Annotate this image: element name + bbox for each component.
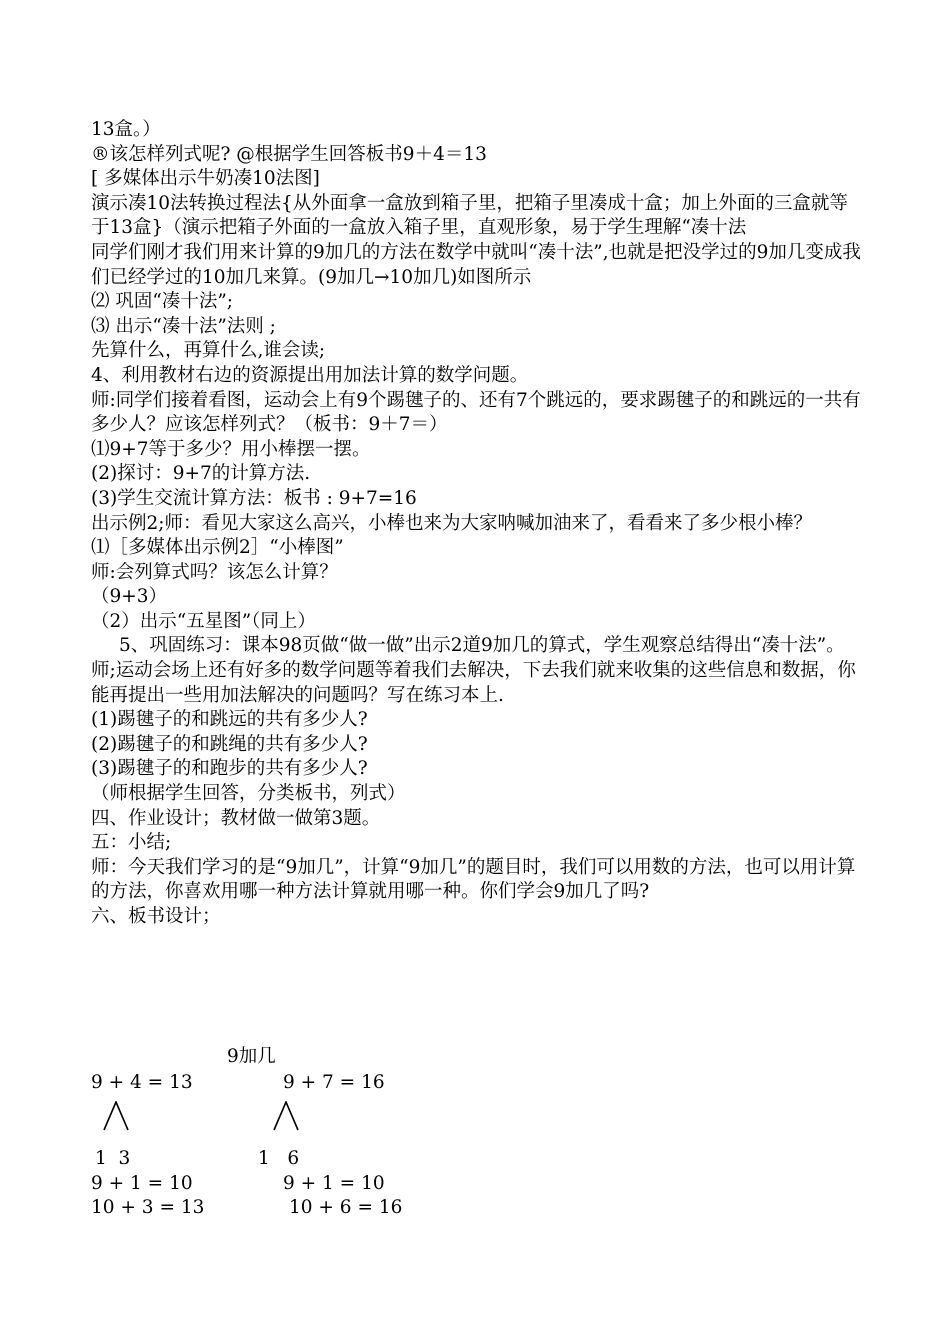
split-caret-left — [103, 1101, 129, 1131]
board-right-step2: 10 + 6 = 16 — [289, 1197, 403, 1218]
board-left-step1: 9 + 1 = 10 — [91, 1173, 193, 1194]
text-line: 4、利用教材右边的资源提出用加法计算的数学问题。 — [91, 364, 529, 386]
text-line: 演示凑10法转换过程法{从外面拿一盒放到箱子里，把箱子里凑成十盒；加上外面的三盒就等于13盒}（演示把箱子外面的一盒放入箱子里，直观形象，易于学生理解“凑十法 — [91, 192, 848, 239]
text-line: （2）出示“五星图”（同上） — [91, 610, 316, 632]
text-line: ⑴［多媒体出示例2］“小棒图” — [91, 537, 344, 559]
text-line: 师;运动会场上还有好多的数学问题等着我们去解决，下去我们就来收集的这些信息和数据，你能再提出一些用加法解决的问题吗？写在练习本上. — [91, 660, 856, 706]
text-line: [ 多媒体出示牛奶凑10法图] — [91, 168, 320, 190]
text-line: （9+3） — [91, 586, 168, 608]
text-line: ®该怎样列式呢? @根据学生回答板书9＋4＝13 — [91, 143, 487, 165]
board-right-split: 1 6 — [258, 1148, 300, 1169]
text-line: 13盒。） — [91, 119, 161, 140]
text-line: (1)踢毽子的和跳远的共有多少人? — [91, 709, 368, 731]
text-line: ⑵ 巩固“凑十法”; — [91, 291, 234, 313]
text-line: 5、巩固练习：课本98页做“做一做”出示2道9加几的算式，学生观察总结得出“凑十法”。 — [119, 635, 845, 657]
text-line: 四、作业设计；教材做一做第3题。 — [91, 807, 381, 829]
board-right-step1: 9 + 1 = 10 — [283, 1173, 385, 1194]
text-line: 六、板书设计； — [91, 906, 221, 927]
board-right-equation: 9 + 7 = 16 — [283, 1072, 385, 1093]
text-line: (3)学生交流计算方法：板书 : 9+7=16 — [91, 487, 417, 509]
text-line: 先算什么，再算什么,谁会读; — [91, 340, 326, 362]
text-line: 师:会列算式吗？该怎么计算？ — [91, 561, 338, 583]
text-line: (2)探讨：9+7的计算方法. — [91, 463, 311, 485]
text-line: (3)踢毽子的和跑步的共有多少人? — [91, 758, 368, 780]
text-line: 出示例2;师：看见大家这么高兴，小棒也来为大家呐喊加油来了，看看来了多少根小棒？ — [91, 512, 813, 534]
text-line: ⑴9+7等于多少？用小棒摆一摆。 — [91, 438, 371, 460]
text-line: 师:同学们接着看图，运动会上有9个踢毽子的、还有7个跳远的，要求踢毽子的和跳远的一共有多少人？应该怎样列式？（板书：9＋7＝） — [91, 389, 861, 436]
board-title: 9加几 — [227, 1046, 276, 1067]
text-line: （师根据学生回答，分类板书，列式） — [91, 783, 406, 805]
text-line: 五：小结; — [91, 832, 172, 854]
text-line: 师：今天我们学习的是“9加几”，计算“9加几”的题目时，我们可以用数的方法，也可以用计算的方法，你喜欢用哪一种方法计算就用哪一种。你们学会9加几了吗? — [91, 856, 856, 903]
text-line: (2)踢毽子的和跳绳的共有多少人? — [91, 733, 368, 755]
split-caret-right — [273, 1101, 299, 1131]
text-line: 同学们刚才我们用来计算的9加几的方法在数学中就叫“凑十法”,也就是把没学过的9加几变成我们已经学过的10加几来算。(9加几→10加几)如图所示 — [91, 241, 861, 288]
board-left-split: 1 3 — [95, 1148, 131, 1169]
text-line: ⑶ 出示“凑十法”法则 ; — [91, 315, 276, 337]
board-left-step2: 10 + 3 = 13 — [91, 1197, 205, 1218]
board-left-equation: 9 + 4 = 13 — [91, 1072, 193, 1093]
